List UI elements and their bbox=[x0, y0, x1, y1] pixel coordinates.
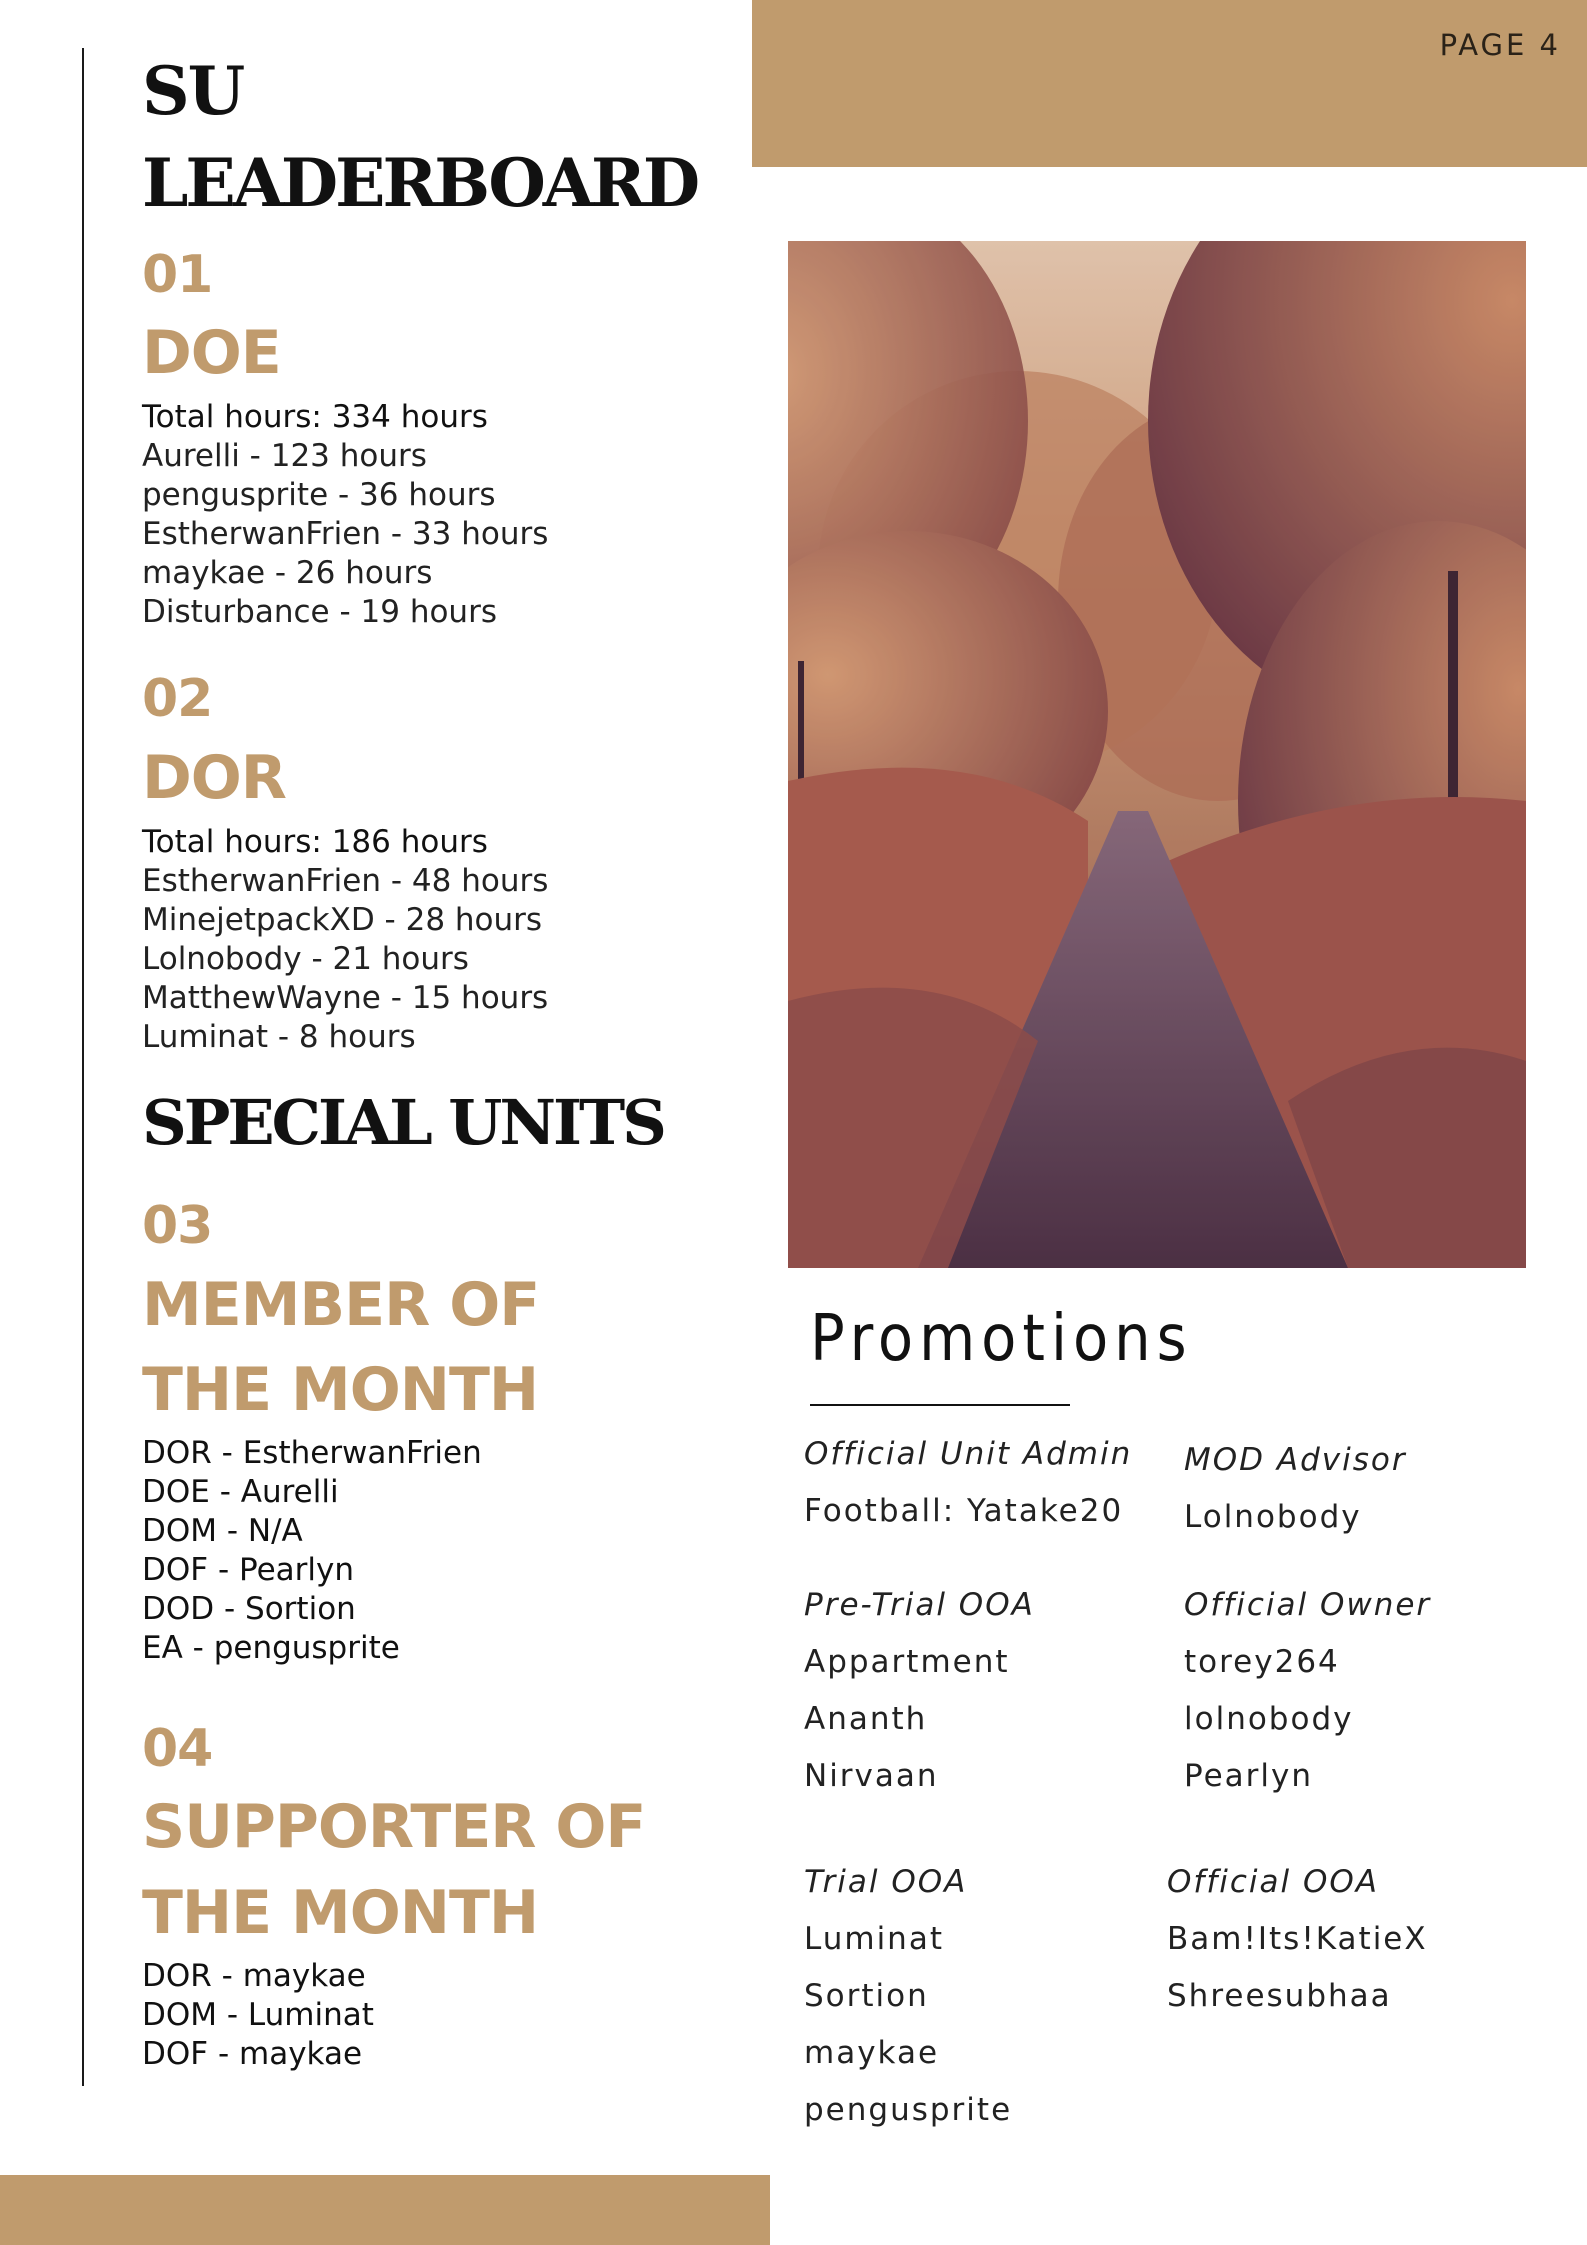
list-item: pengusprite - 36 hours bbox=[142, 477, 496, 513]
promo-role: Official Owner bbox=[1184, 1587, 1432, 1623]
list-item: MatthewWayne - 15 hours bbox=[142, 980, 549, 1016]
promo-role: Official Unit Admin bbox=[804, 1436, 1133, 1472]
list-item: Luminat - 8 hours bbox=[142, 1019, 416, 1055]
member-of-month-number: 03 bbox=[142, 1196, 213, 1256]
list-item: DOM - Luminat bbox=[142, 1997, 374, 2033]
bottom-accent-band bbox=[0, 2175, 770, 2245]
dor-total: Total hours: 186 hours bbox=[142, 824, 488, 860]
promo-role: Pre-Trial OOA bbox=[804, 1587, 1035, 1623]
list-item: DOF - maykae bbox=[142, 2036, 363, 2072]
promo-name: Football: Yatake20 bbox=[804, 1493, 1124, 1529]
top-accent-band bbox=[752, 0, 1587, 167]
promo-name: Appartment bbox=[804, 1644, 1010, 1680]
list-item: Disturbance - 19 hours bbox=[142, 594, 497, 630]
promo-group-official-owner bbox=[1184, 1577, 1431, 1805]
promo-group-official-ooa bbox=[1167, 1854, 1428, 2025]
promo-name: Sortion bbox=[804, 1978, 929, 2014]
heading-line-2: LEADERBOARD bbox=[142, 144, 698, 222]
page-number: PAGE 4 bbox=[1439, 28, 1561, 62]
list-item: Aurelli - 123 hours bbox=[142, 438, 427, 474]
list-item: maykae - 26 hours bbox=[142, 555, 433, 591]
promo-group-trial-ooa bbox=[804, 1854, 1012, 2139]
dor-title: DOR bbox=[142, 743, 287, 813]
list-item: MinejetpackXD - 28 hours bbox=[142, 902, 543, 938]
doe-number: 01 bbox=[142, 245, 213, 305]
promo-name: Nirvaan bbox=[804, 1758, 939, 1794]
list-item: DOR - EstherwanFrien bbox=[142, 1435, 482, 1471]
promo-name: Shreesubhaa bbox=[1167, 1978, 1392, 2014]
member-of-month-list bbox=[142, 1434, 482, 1668]
list-item: DOE - Aurelli bbox=[142, 1474, 339, 1510]
doe-total: Total hours: 334 hours bbox=[142, 399, 488, 435]
list-item: DOR - maykae bbox=[142, 1958, 366, 1994]
member-of-month-title-1: MEMBER OF bbox=[142, 1270, 540, 1340]
promo-name: pengusprite bbox=[804, 2092, 1013, 2128]
promo-group-official-unit-admin bbox=[804, 1426, 1132, 1540]
promo-name: Lolnobody bbox=[1184, 1499, 1362, 1535]
supporter-of-month-number: 04 bbox=[142, 1719, 213, 1779]
promo-name: Luminat bbox=[804, 1921, 944, 1957]
member-of-month-title-2: THE MONTH bbox=[142, 1355, 539, 1425]
list-item: DOM - N/A bbox=[142, 1513, 303, 1549]
list-item: DOF - Pearlyn bbox=[142, 1552, 355, 1588]
dor-number: 02 bbox=[142, 669, 213, 729]
promo-role: Official OOA bbox=[1167, 1864, 1379, 1900]
doe-title: DOE bbox=[142, 318, 281, 388]
autumn-path-photo bbox=[788, 241, 1526, 1268]
promo-name: torey264 bbox=[1184, 1644, 1340, 1680]
list-item: EA - pengusprite bbox=[142, 1630, 400, 1666]
promo-group-pre-trial-ooa bbox=[804, 1577, 1035, 1805]
promo-name: lolnobody bbox=[1184, 1701, 1354, 1737]
supporter-of-month-title-2: THE MONTH bbox=[142, 1878, 539, 1948]
list-item: DOD - Sortion bbox=[142, 1591, 356, 1627]
promotions-underline bbox=[810, 1404, 1070, 1406]
vertical-divider bbox=[82, 48, 84, 2086]
list-item: Lolnobody - 21 hours bbox=[142, 941, 469, 977]
special-units-heading: SPECIAL UNITS bbox=[142, 1086, 664, 1159]
dor-list bbox=[142, 823, 548, 1057]
promo-role: Trial OOA bbox=[804, 1864, 968, 1900]
supporter-of-month-title-1: SUPPORTER OF bbox=[142, 1792, 646, 1862]
list-item: EstherwanFrien - 33 hours bbox=[142, 516, 549, 552]
supporter-of-month-list bbox=[142, 1957, 374, 2074]
promo-group-mod-advisor bbox=[1184, 1432, 1407, 1546]
promo-name: Ananth bbox=[804, 1701, 928, 1737]
promo-name: maykae bbox=[804, 2035, 940, 2071]
doe-list bbox=[142, 398, 548, 632]
list-item: EstherwanFrien - 48 hours bbox=[142, 863, 549, 899]
promotions-title: Promotions bbox=[810, 1302, 1193, 1376]
heading-line-1: SU bbox=[142, 52, 244, 130]
promo-role: MOD Advisor bbox=[1184, 1442, 1407, 1478]
promo-name: Bam!Its!KatieX bbox=[1167, 1921, 1428, 1957]
promo-name: Pearlyn bbox=[1184, 1758, 1314, 1794]
